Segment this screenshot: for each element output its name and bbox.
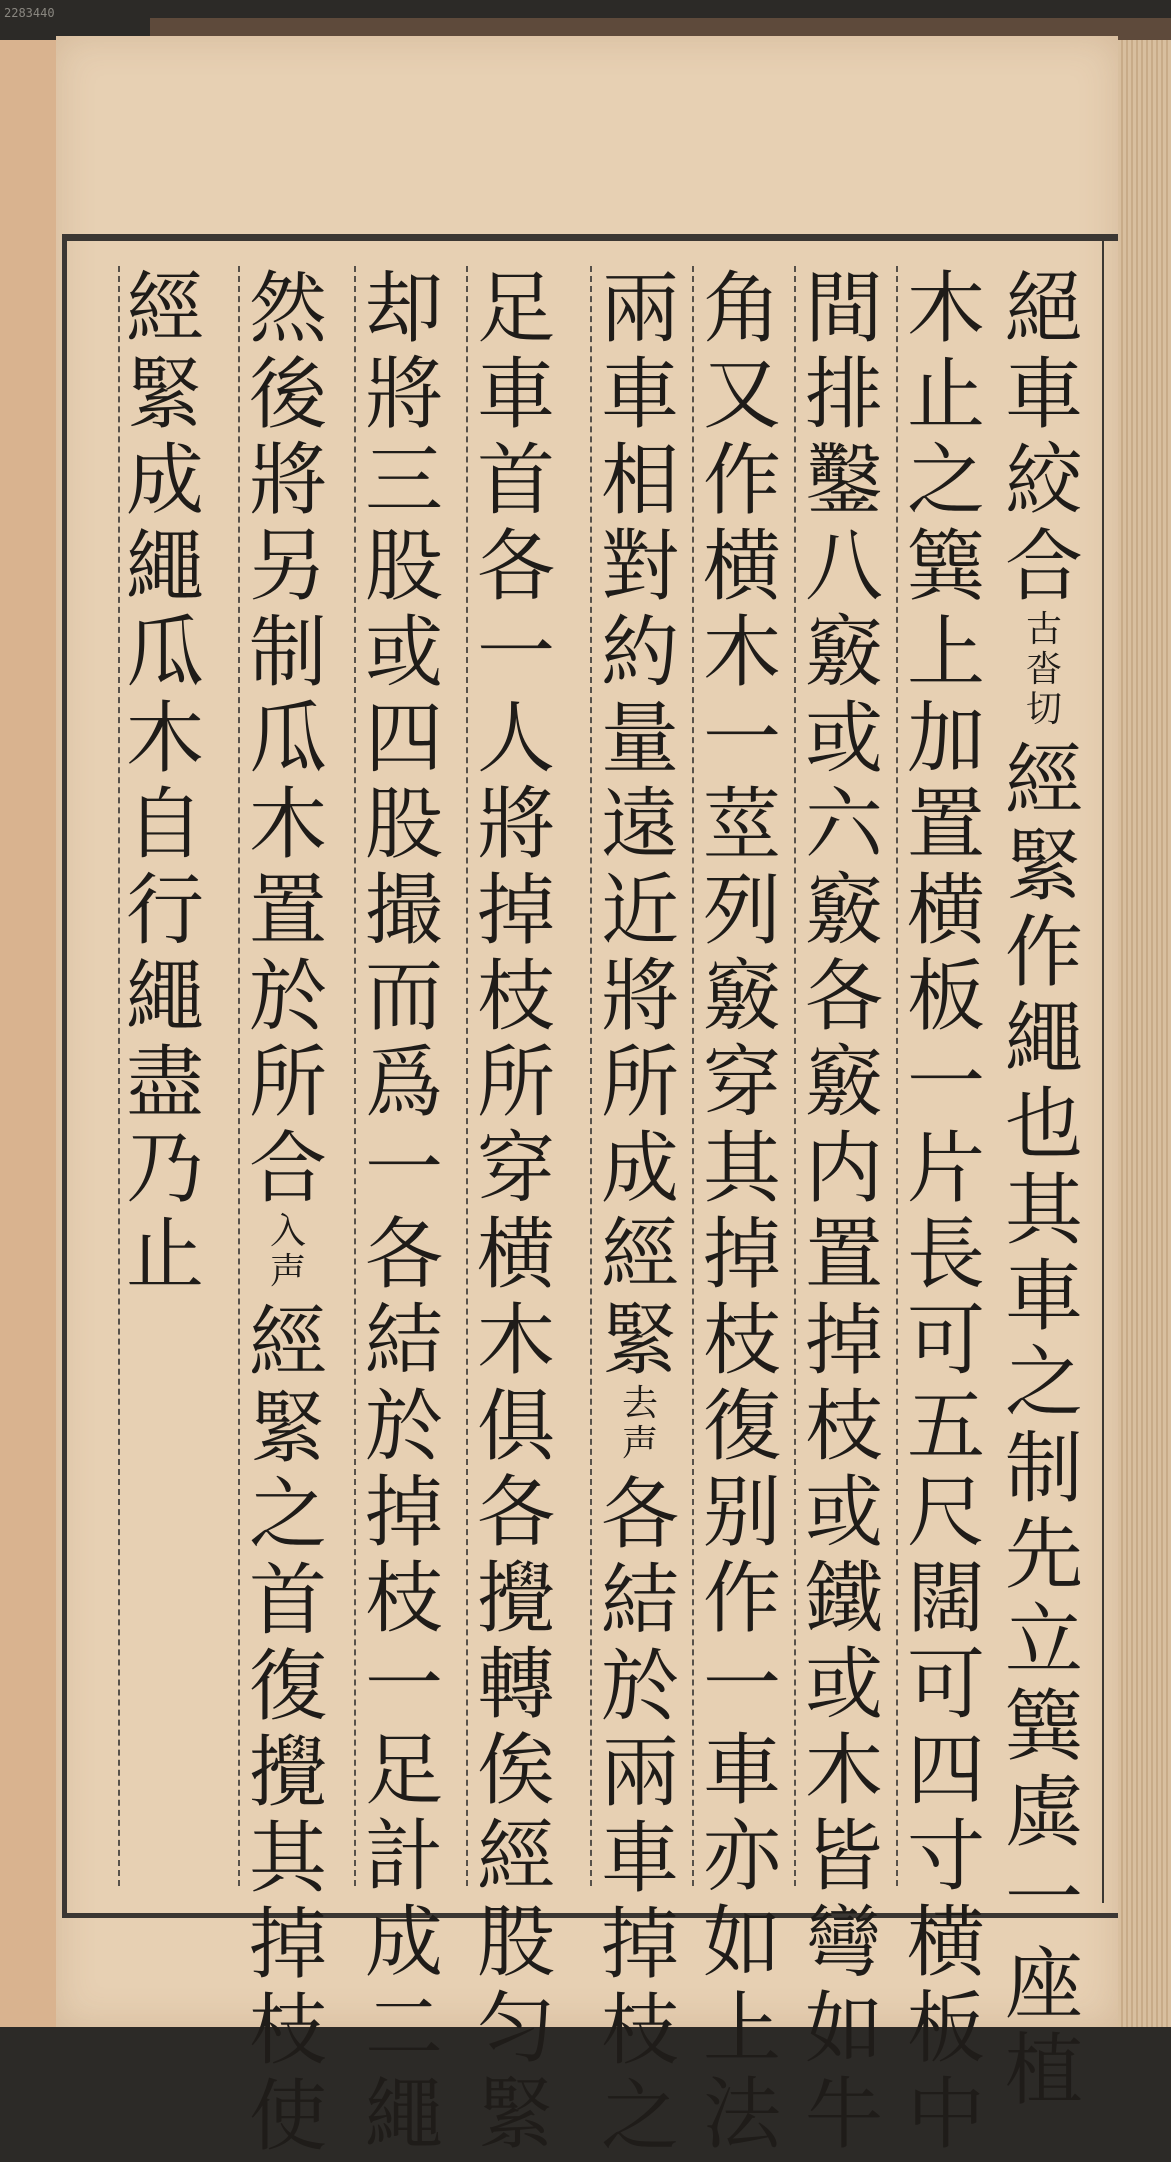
column-text: 足車首各一人將掉枝所穿横木俱各攪轉俟經股匀緊 xyxy=(476,264,555,2160)
column-text-rest: 經緊之首復攪其掉枝使 xyxy=(248,1298,327,2162)
column-text-rest: 經緊作繩也其車之制先立簨虡一座植 xyxy=(1004,736,1083,2116)
left-page-edge xyxy=(0,40,60,2027)
column-text: 然後將另制瓜木置於所合 xyxy=(248,264,327,1214)
book-page xyxy=(56,36,1118,2162)
text-column-1 xyxy=(996,264,1092,2116)
text-column-4 xyxy=(692,264,790,2160)
text-column-7 xyxy=(354,264,452,2160)
text-column-2 xyxy=(896,264,994,2160)
text-column-3 xyxy=(794,264,892,2160)
pronunciation-note: 古沓切 xyxy=(1025,609,1062,730)
column-text-rest: 各結於兩車掉枝之 xyxy=(600,1470,679,2162)
text-column-8 xyxy=(238,264,336,2162)
column-text: 却將三股或四股撮而爲一各結於掉枝一足計成二繩 xyxy=(364,264,443,2160)
column-text: 絕車絞合 xyxy=(1004,264,1083,612)
text-column-6 xyxy=(466,264,564,2160)
column-text: 經緊成繩瓜木自行繩盡乃止 xyxy=(125,264,204,1300)
scan-stamp: 2283440 xyxy=(4,6,55,20)
column-text: 木止之簨上加置横板一片長可五尺闊可四寸横板中 xyxy=(906,264,985,2160)
column-text: 間排鑿八竅或六竅各竅内置掉枝或鐵或木皆彎如牛 xyxy=(804,264,883,2160)
text-column-5 xyxy=(590,264,688,2162)
column-text: 角又作横木一莖列竅穿其掉枝復别作一車亦如上法 xyxy=(702,264,781,2160)
text-column-9 xyxy=(118,266,210,1886)
pronunciation-note: 入声 xyxy=(269,1211,306,1292)
right-page-stack xyxy=(1118,40,1171,2027)
pronunciation-note: 去声 xyxy=(621,1383,658,1464)
column-text: 兩車相對約量遠近將所成經緊 xyxy=(600,264,679,1386)
